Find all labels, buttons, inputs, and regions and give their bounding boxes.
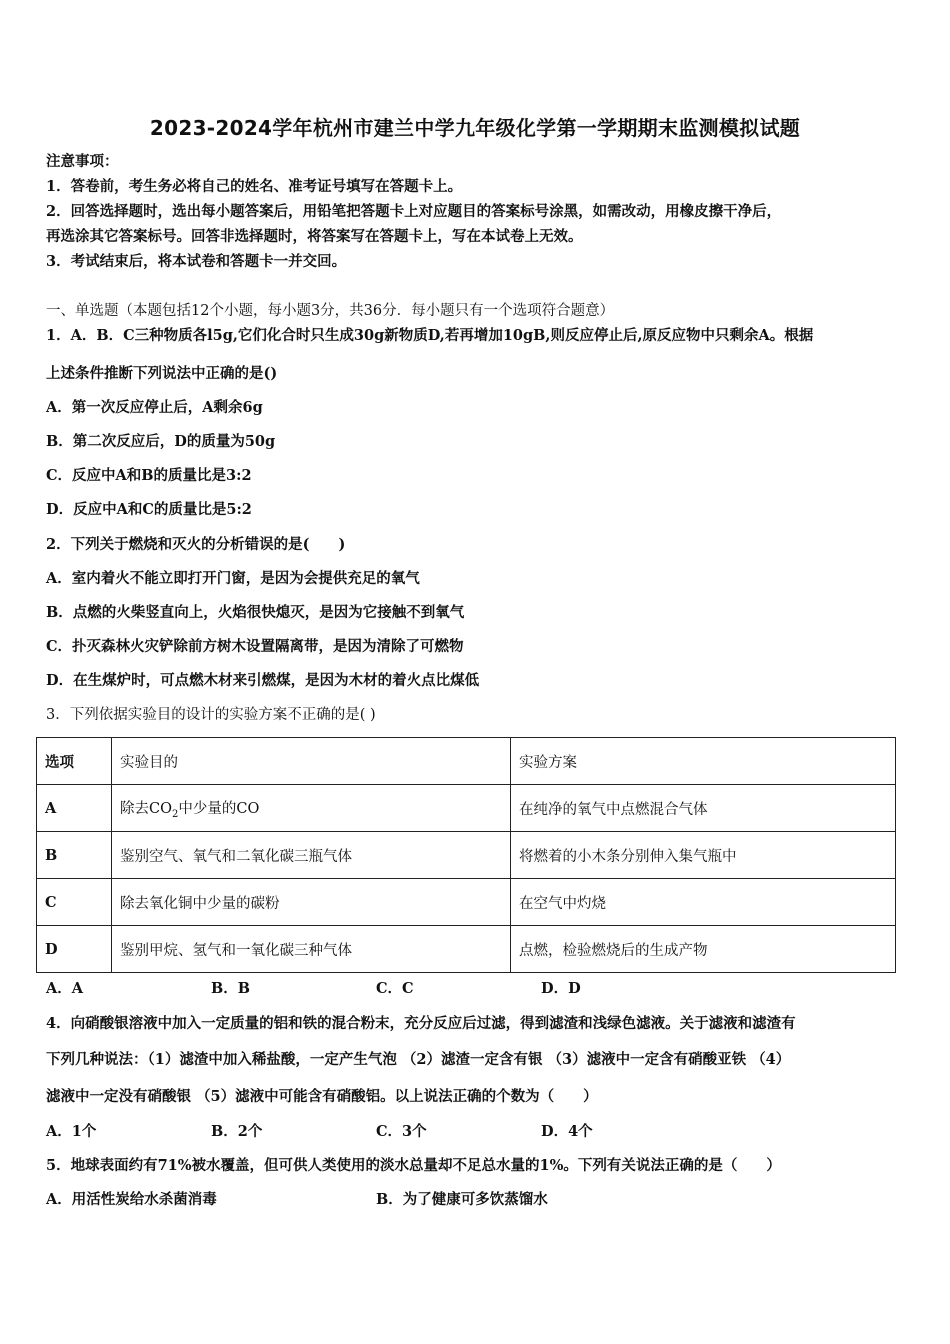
- question-1-option-d: D．反应中A和C的质量比是5:2: [46, 501, 252, 518]
- question-5-stem: 5．地球表面约有71%被水覆盖，但可供人类使用的淡水总量却不足总水量的1%。下列有关说法正确的是（ ）: [46, 1157, 781, 1174]
- question-5-choice-a: A．用活性炭给水杀菌消毒: [46, 1191, 217, 1208]
- question-1-option-b: B．第二次反应后，D的质量为50g: [46, 433, 276, 450]
- notice-item: 3．考试结束后，将本试卷和答题卡一并交回。: [46, 253, 347, 270]
- table-cell-key: C: [37, 879, 112, 926]
- table-row: [37, 879, 896, 926]
- question-4-choice-d: D．4个: [541, 1123, 593, 1140]
- table-cell-key: D: [37, 926, 112, 973]
- question-4-line: 4．向硝酸银溶液中加入一定质量的铝和铁的混合粉末，充分反应后过滤，得到滤渣和浅绿色滤液。关于滤液和滤渣有: [46, 1015, 796, 1032]
- notice-item: 再选涂其它答案标号。回答非选择题时，将答案写在答题卡上，写在本试卷上无效。: [46, 228, 583, 245]
- notice-item: 1．答卷前，考生务必将自己的姓名、准考证号填写在答题卡上。: [46, 178, 463, 195]
- table-cell-purpose: 鉴别空气、氧气和二氧化碳三瓶气体: [112, 832, 511, 879]
- question-3-choice-c: C．C: [376, 980, 414, 997]
- question-4-line: 滤液中一定没有硝酸银 （5）滤液中可能含有硝酸铝。以上说法正确的个数为（ ）: [46, 1088, 598, 1105]
- question-5-choice-b: B．为了健康可多饮蒸馏水: [376, 1191, 548, 1208]
- table-cell-plan: 在纯净的氧气中点燃混合气体: [511, 785, 896, 832]
- section-heading: 一、单选题（本题包括12个小题，每小题3分，共36分．每小题只有一个选项符合题意）: [46, 303, 615, 319]
- question-2-option-d: D．在生煤炉时，可点燃木材来引燃煤，是因为木材的着火点比煤低: [46, 672, 480, 689]
- question-2-option-a: A．室内着火不能立即打开门窗，是因为会提供充足的氧气: [46, 570, 420, 587]
- question-4-choice-a: A．1个: [46, 1123, 97, 1140]
- table-cell-key: B: [37, 832, 112, 879]
- table-cell-purpose: 除去氧化铜中少量的碳粉: [112, 879, 511, 926]
- question-4-line: 下列几种说法：（1）滤渣中加入稀盐酸，一定产生气泡 （2）滤渣一定含有银 （3）滤液中一定含有硝酸亚铁 （4）: [46, 1051, 791, 1068]
- table-cell-purpose: 鉴别甲烷、氢气和一氧化碳三种气体: [112, 926, 511, 973]
- table-row: [37, 785, 896, 832]
- question-3-choice-d: D．D: [541, 980, 581, 997]
- question-2-stem: 2．下列关于燃烧和灭火的分析错误的是( ): [46, 536, 346, 553]
- table-header-cell: 实验目的: [112, 738, 511, 785]
- question-4-choice-b: B．2个: [211, 1123, 263, 1140]
- table-row: [37, 926, 896, 973]
- table-cell-purpose: 除去$CO_2$中少量的CO: [112, 785, 511, 832]
- table-row: [37, 832, 896, 879]
- question-1-option-c: C．反应中A和B的质量比是3:2: [46, 467, 252, 484]
- table-cell-plan: 将燃着的小木条分别伸入集气瓶中: [511, 832, 896, 879]
- table-header-cell: 实验方案: [511, 738, 896, 785]
- question-1-line-1: 1．A．B．C三种物质各l5g,它们化合时只生成30g新物质D,若再增加10gB,则反应停止后,原反应物中只剩余A。根据: [46, 327, 814, 344]
- notice-item: 2．回答选择题时，选出每小题答案后，用铅笔把答题卡上对应题目的答案标号涂黑，如需改动，用橡皮擦干净后，: [46, 203, 782, 220]
- question-3-stem: 3．下列依据实验目的设计的实验方案不正确的是( ): [46, 707, 376, 723]
- question-2-option-b: B．点燃的火柴竖直向上，火焰很快熄灭，是因为它接触不到氧气: [46, 604, 465, 621]
- table-cell-key: A: [37, 785, 112, 832]
- question-4-choice-c: C．3个: [376, 1123, 427, 1140]
- question-1-line-2: 上述条件推断下列说法中正确的是(): [46, 365, 278, 382]
- notice-heading: 注意事项：: [46, 153, 119, 170]
- question-3-choice-a: A．A: [46, 980, 84, 997]
- table-cell-plan: 点燃，检验燃烧后的生成产物: [511, 926, 896, 973]
- question-3-choice-b: B．B: [211, 980, 251, 997]
- page-title: 2023-2024学年杭州市建兰中学九年级化学第一学期期末监测模拟试题: [149, 116, 801, 140]
- question-3-table: [36, 737, 896, 973]
- table-header-row: [37, 738, 896, 785]
- question-2-option-c: C．扑灭森林火灾铲除前方树木设置隔离带，是因为清除了可燃物: [46, 638, 464, 655]
- table-header-cell: 选项: [37, 738, 112, 785]
- table-cell-plan: 在空气中灼烧: [511, 879, 896, 926]
- question-1-option-a: A．第一次反应停止后，A剩余6g: [46, 399, 263, 416]
